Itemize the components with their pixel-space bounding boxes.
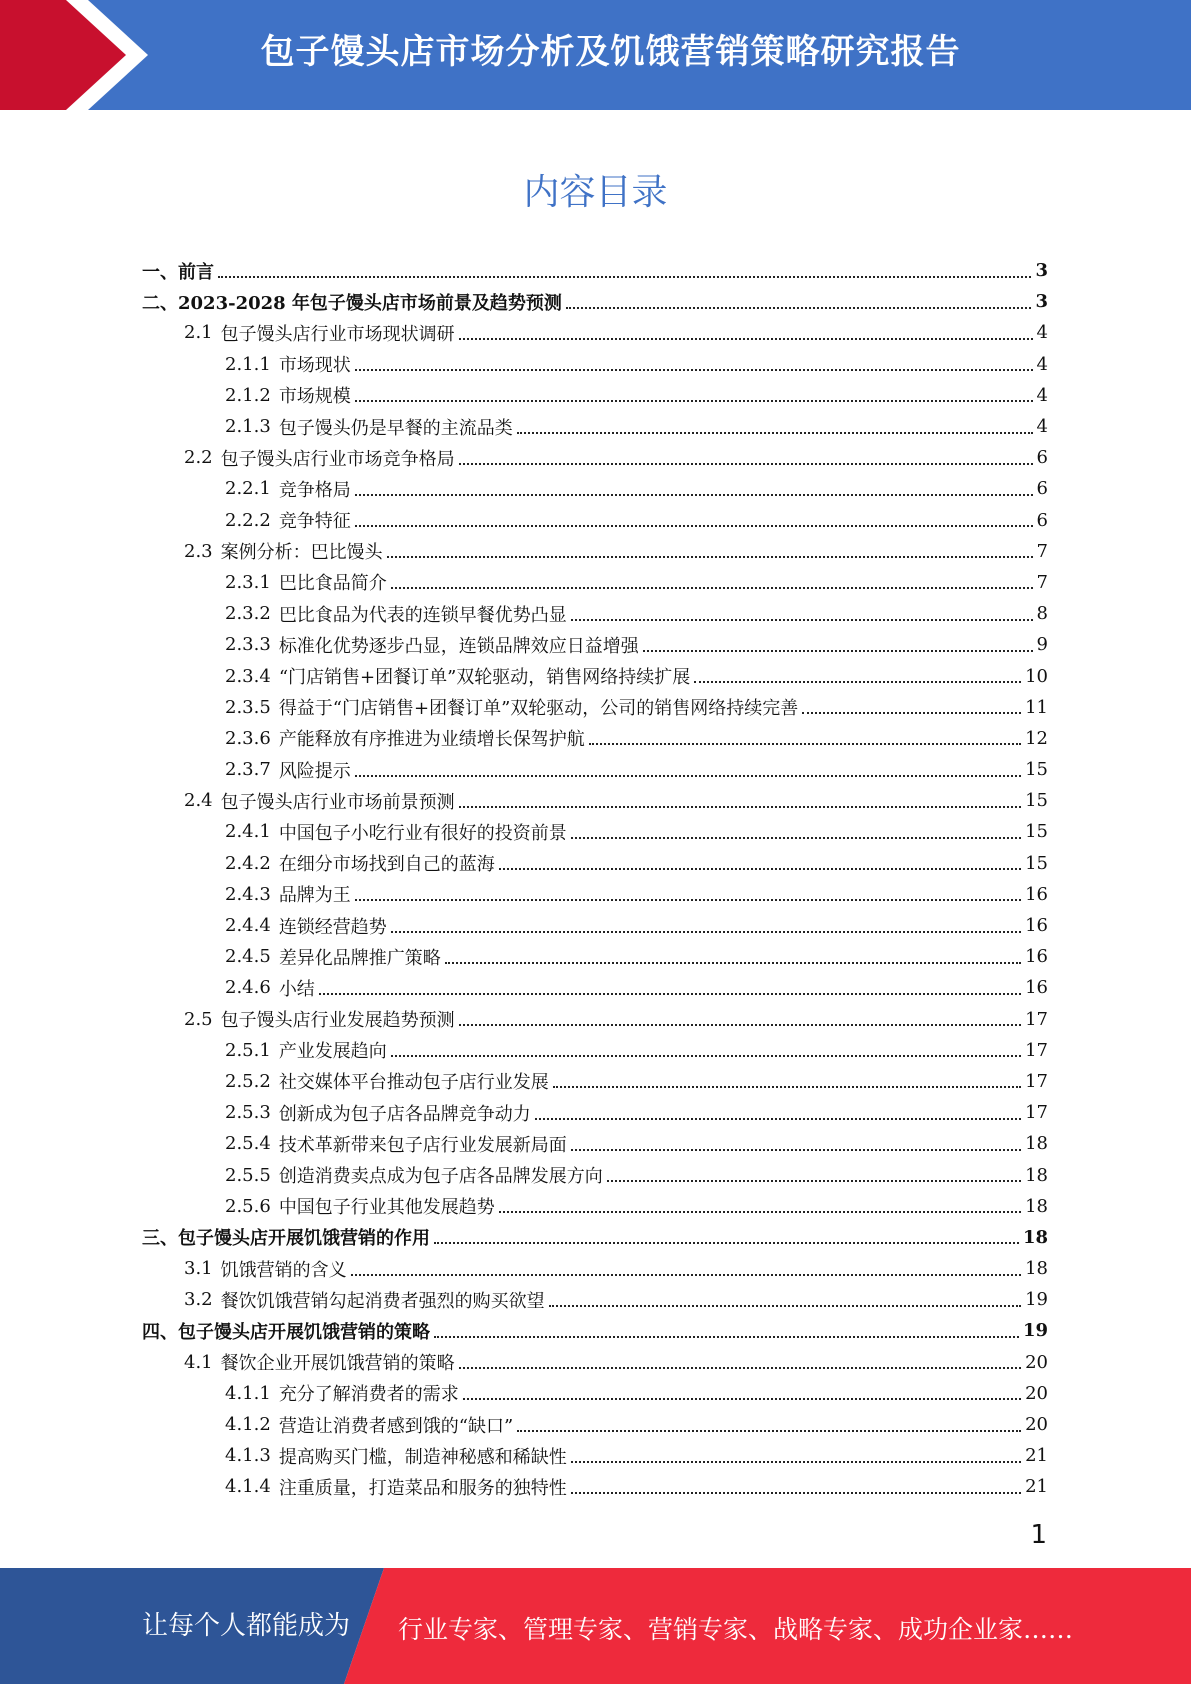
toc-entry-number: 2.5.2	[225, 1070, 271, 1092]
toc-entry-page: 16	[1025, 977, 1048, 999]
toc-entry-page: 18	[1025, 1133, 1048, 1155]
toc-entry-title: 餐饮企业开展饥饿营销的策略	[220, 1353, 455, 1375]
toc-entry-page: 4	[1036, 416, 1048, 438]
toc-entry-title: 中国包子小吃行业有很好的投资前景	[278, 822, 567, 844]
toc-entry-page: 12	[1025, 727, 1048, 749]
toc-dot-leader	[391, 931, 1021, 933]
toc-entry-page: 10	[1025, 665, 1048, 687]
toc-dot-leader	[445, 962, 1021, 964]
toc-dot-leader	[459, 338, 1033, 340]
toc-entry-page: 7	[1036, 540, 1048, 562]
toc-entry-number: 2.5.3	[225, 1102, 271, 1124]
toc-entry-number: 2.3.6	[225, 727, 271, 749]
toc-entry[interactable]	[142, 1159, 1048, 1190]
toc-entry-page: 15	[1025, 759, 1048, 781]
toc-entry-number: 2.3.1	[225, 571, 271, 593]
toc-entry-page: 18	[1025, 1258, 1048, 1280]
toc-entry-page: 17	[1025, 1102, 1048, 1124]
toc-dot-leader	[319, 993, 1021, 995]
toc-entry-page: 15	[1025, 852, 1048, 874]
toc-entry-number: 4.1.4	[225, 1476, 271, 1498]
toc-dot-leader	[391, 587, 1033, 589]
toc-entry-title: 包子馒头仍是早餐的主流品类	[278, 417, 513, 439]
toc-dot-leader	[571, 1492, 1021, 1494]
toc-entry-page: 8	[1036, 603, 1048, 625]
toc-entry[interactable]	[142, 505, 1048, 536]
toc-entry[interactable]	[142, 1066, 1048, 1097]
toc-entry-page: 20	[1025, 1351, 1048, 1373]
page-footer	[0, 1568, 1191, 1684]
toc-dot-leader	[607, 1180, 1021, 1182]
toc-entry-number: 2.4.2	[225, 852, 271, 874]
toc-entry-number: 2.5	[184, 1008, 213, 1030]
toc-entry-number: 2.5.4	[225, 1133, 271, 1155]
toc-entry-title: 包子馒头店行业市场前景预测	[220, 791, 455, 813]
toc-entry-title: 案例分析：巴比馒头	[220, 542, 383, 564]
toc-dot-leader	[459, 806, 1021, 808]
toc-dot-leader	[391, 1055, 1021, 1057]
toc-entry-number: 4.1.3	[225, 1445, 271, 1467]
toc-entry-number: 4.1.1	[225, 1382, 271, 1404]
toc-entry-page: 16	[1025, 946, 1048, 968]
toc-entry-title: 竞争格局	[278, 479, 351, 501]
toc-dot-leader	[549, 1305, 1021, 1307]
toc-entry-title: 中国包子行业其他发展趋势	[278, 1197, 495, 1219]
toc-entry-title: 提高购买门槛，制造神秘感和稀缺性	[278, 1446, 567, 1468]
toc-entry[interactable]	[142, 1315, 1048, 1346]
toc-entry[interactable]	[142, 848, 1048, 879]
toc-dot-leader	[355, 400, 1033, 402]
toc-entry-page: 19	[1022, 1320, 1048, 1342]
toc-entry-title: 社交媒体平台推动包子店行业发展	[278, 1072, 549, 1094]
toc-entry-page: 6	[1036, 447, 1048, 469]
toc-entry-page: 4	[1036, 384, 1048, 406]
toc-entry-page: 18	[1025, 1164, 1048, 1186]
toc-entry[interactable]	[142, 1191, 1048, 1222]
toc-entry[interactable]	[142, 660, 1048, 691]
toc-dot-leader	[218, 276, 1031, 278]
toc-entry-number: 2.3.4	[225, 665, 271, 687]
toc-entry-title: 品牌为王	[278, 885, 351, 907]
toc-entry-title: 在细分市场找到自己的蓝海	[278, 854, 495, 876]
toc-dot-leader	[802, 712, 1021, 714]
toc-entry-number: 2.1.2	[225, 384, 271, 406]
toc-entry[interactable]	[142, 692, 1048, 723]
report-title: 包子馒头店市场分析及饥饿营销策略研究报告	[260, 32, 961, 72]
toc-entry-title: 营造让消费者感到饿的“缺口”	[278, 1415, 514, 1437]
toc-entry-number: 2.4.1	[225, 821, 271, 843]
toc-entry-title: 包子馒头店行业发展趋势预测	[220, 1010, 455, 1032]
toc-entry-page: 17	[1025, 1008, 1048, 1030]
toc-entry-number: 二、	[142, 292, 178, 314]
toc-entry-number: 一、	[142, 261, 178, 283]
toc-entry-number: 2.4.3	[225, 883, 271, 905]
toc-entry-number: 2.2	[184, 447, 213, 469]
toc-entry-title: 风险提示	[278, 760, 351, 782]
toc-entry-number: 2.3.5	[225, 696, 271, 718]
toc-entry-title: 饥饿营销的含义	[220, 1259, 347, 1281]
page-number: 1	[1030, 1520, 1047, 1550]
toc-entry[interactable]	[142, 816, 1048, 847]
toc-entry[interactable]	[142, 1378, 1048, 1409]
toc-dot-leader	[355, 899, 1021, 901]
toc-dot-leader	[553, 1086, 1021, 1088]
toc-entry-number: 2.3	[184, 540, 213, 562]
toc-dot-leader	[499, 1211, 1021, 1213]
toc-entry-title: 包子馒头店行业市场现状调研	[220, 323, 455, 345]
toc-entry-page: 4	[1036, 322, 1048, 344]
page-header	[0, 0, 1191, 110]
toc-entry-page: 20	[1025, 1414, 1048, 1436]
toc-entry-number: 2.4.4	[225, 915, 271, 937]
toc-entry[interactable]	[142, 972, 1048, 1003]
table-of-contents	[142, 255, 1048, 1503]
toc-entry-number: 2.4	[184, 790, 213, 812]
footer-slogan-left: 让每个人都能成为	[142, 1611, 351, 1641]
toc-entry-title: 标准化优势逐步凸显，连锁品牌效应日益增强	[278, 635, 639, 657]
toc-entry-page: 19	[1025, 1289, 1048, 1311]
toc-dot-leader	[434, 1242, 1019, 1244]
toc-entry[interactable]	[142, 1004, 1048, 1035]
toc-entry-page: 7	[1036, 571, 1048, 593]
toc-entry-page: 21	[1025, 1445, 1048, 1467]
footer-slogan-right: 行业专家、管理专家、营销专家、战略专家、成功企业家……	[398, 1615, 1074, 1644]
toc-dot-leader	[355, 494, 1033, 496]
toc-entry-title: 市场规模	[278, 386, 351, 408]
toc-entry[interactable]	[142, 442, 1048, 473]
toc-entry-page: 15	[1025, 821, 1048, 843]
toc-dot-leader	[387, 556, 1033, 558]
toc-entry-title: 包子馒头店行业市场竞争格局	[220, 448, 455, 470]
toc-entry-number: 2.2.1	[225, 478, 271, 500]
toc-entry-page: 16	[1025, 883, 1048, 905]
toc-entry[interactable]	[142, 910, 1048, 941]
toc-entry-number: 2.1	[184, 322, 213, 344]
toc-entry[interactable]	[142, 1128, 1048, 1159]
toc-entry[interactable]	[142, 567, 1048, 598]
toc-entry[interactable]	[142, 536, 1048, 567]
toc-entry-title: 前言	[178, 261, 214, 283]
toc-dot-leader	[463, 1398, 1021, 1400]
toc-entry[interactable]	[142, 598, 1048, 629]
toc-entry-number: 2.5.5	[225, 1164, 271, 1186]
toc-entry-number: 三、	[142, 1228, 178, 1250]
toc-entry-title: 产业发展趋向	[278, 1041, 387, 1063]
toc-entry[interactable]	[142, 1409, 1048, 1440]
toc-dot-leader	[535, 1118, 1021, 1120]
toc-entry-page: 6	[1036, 509, 1048, 531]
toc-dot-leader	[571, 1461, 1021, 1463]
toc-entry[interactable]	[142, 380, 1048, 411]
toc-entry[interactable]	[142, 1035, 1048, 1066]
toc-entry-title: 充分了解消费者的需求	[278, 1384, 459, 1406]
toc-entry-title: 竞争特征	[278, 511, 351, 533]
toc-entry-page: 17	[1025, 1039, 1048, 1061]
toc-entry-page: 3	[1035, 260, 1048, 282]
toc-entry-title: 2023-2028 年包子馒头店市场前景及趋势预测	[178, 292, 562, 314]
toc-entry[interactable]	[142, 1097, 1048, 1128]
toc-entry[interactable]	[142, 255, 1048, 286]
toc-entry-number: 2.1.1	[225, 353, 271, 375]
toc-entry-title: 差异化品牌推广策略	[278, 947, 441, 969]
toc-entry[interactable]	[142, 1440, 1048, 1471]
toc-entry-page: 11	[1025, 696, 1048, 718]
toc-entry-number: 四、	[142, 1321, 178, 1343]
toc-dot-leader	[571, 837, 1021, 839]
toc-entry[interactable]	[142, 1347, 1048, 1378]
toc-entry[interactable]	[142, 754, 1048, 785]
toc-entry-number: 4.1.2	[225, 1414, 271, 1436]
toc-entry-title: 餐饮饥饿营销勾起消费者强烈的购买欲望	[220, 1290, 545, 1312]
toc-dot-leader	[643, 650, 1033, 652]
toc-entry-page: 17	[1025, 1070, 1048, 1092]
toc-entry-number: 4.1	[184, 1351, 213, 1373]
toc-entry-number: 2.3.2	[225, 603, 271, 625]
toc-entry-number: 2.3.7	[225, 759, 271, 781]
toc-entry-page: 18	[1022, 1226, 1048, 1248]
toc-entry-title: 巴比食品简介	[278, 573, 387, 595]
toc-entry-title: 小结	[278, 978, 315, 1000]
toc-entry[interactable]	[142, 286, 1048, 317]
toc-entry-number: 3.2	[184, 1289, 213, 1311]
toc-entry[interactable]	[142, 1222, 1048, 1253]
toc-entry[interactable]	[142, 629, 1048, 660]
toc-entry-number: 3.1	[184, 1258, 213, 1280]
toc-entry-title: 巴比食品为代表的连锁早餐优势凸显	[278, 604, 567, 626]
toc-entry-number: 2.2.2	[225, 509, 271, 531]
toc-entry[interactable]	[142, 317, 1048, 348]
toc-entry-number: 2.4.6	[225, 977, 271, 999]
toc-entry-title: 得益于“门店销售+团餐订单”双轮驱动，公司的销售网络持续完善	[278, 698, 799, 720]
toc-entry-page: 6	[1036, 478, 1048, 500]
toc-entry[interactable]	[142, 723, 1048, 754]
toc-dot-leader	[517, 1430, 1021, 1432]
toc-entry-title: 创新成为包子店各品牌竞争动力	[278, 1103, 531, 1125]
toc-dot-leader	[355, 775, 1021, 777]
toc-entry-page: 21	[1025, 1476, 1048, 1498]
toc-dot-leader	[589, 743, 1021, 745]
toc-heading: 内容目录	[523, 172, 668, 213]
toc-entry-title: 包子馒头店开展饥饿营销的作用	[178, 1228, 430, 1250]
toc-entry-number: 2.5.6	[225, 1195, 271, 1217]
toc-entry[interactable]	[142, 785, 1048, 816]
toc-entry[interactable]	[142, 941, 1048, 972]
toc-entry-page: 15	[1025, 790, 1048, 812]
toc-entry-page: 4	[1036, 353, 1048, 375]
toc-entry-page: 3	[1035, 291, 1048, 313]
toc-dot-leader	[566, 307, 1032, 309]
toc-entry-page: 18	[1025, 1195, 1048, 1217]
toc-dot-leader	[517, 432, 1033, 434]
toc-entry[interactable]	[142, 1471, 1048, 1502]
toc-entry[interactable]	[142, 1284, 1048, 1315]
toc-entry-number: 2.1.3	[225, 416, 271, 438]
toc-dot-leader	[459, 1367, 1021, 1369]
toc-dot-leader	[434, 1336, 1019, 1338]
toc-dot-leader	[355, 525, 1033, 527]
toc-entry-title: 包子馒头店开展饥饿营销的策略	[178, 1321, 430, 1343]
toc-entry-title: 连锁经营趋势	[278, 916, 387, 938]
toc-entry[interactable]	[142, 1253, 1048, 1284]
toc-entry-title: 创造消费卖点成为包子店各品牌发展方向	[278, 1166, 603, 1188]
toc-entry[interactable]	[142, 473, 1048, 504]
toc-entry-number: 2.5.1	[225, 1039, 271, 1061]
toc-entry-title: 产能释放有序推进为业绩增长保驾护航	[278, 729, 585, 751]
toc-entry[interactable]	[142, 411, 1048, 442]
toc-dot-leader	[459, 1024, 1021, 1026]
toc-entry-title: “门店销售+团餐订单”双轮驱动，销售网络持续扩展	[278, 667, 691, 689]
toc-entry-number: 2.4.5	[225, 946, 271, 968]
toc-entry-title: 技术革新带来包子店行业发展新局面	[278, 1134, 567, 1156]
toc-dot-leader	[571, 1149, 1021, 1151]
toc-dot-leader	[351, 1274, 1021, 1276]
toc-entry-number: 2.3.3	[225, 634, 271, 656]
toc-entry-page: 16	[1025, 915, 1048, 937]
toc-entry-title: 市场现状	[278, 355, 351, 377]
toc-entry[interactable]	[142, 879, 1048, 910]
toc-dot-leader	[355, 369, 1033, 371]
toc-dot-leader	[459, 463, 1033, 465]
toc-entry[interactable]	[142, 349, 1048, 380]
toc-entry-title: 注重质量，打造菜品和服务的独特性	[278, 1477, 567, 1499]
toc-dot-leader	[499, 868, 1021, 870]
toc-entry-page: 9	[1036, 634, 1048, 656]
toc-dot-leader	[694, 681, 1021, 683]
toc-dot-leader	[571, 619, 1033, 621]
toc-entry-page: 20	[1025, 1382, 1048, 1404]
